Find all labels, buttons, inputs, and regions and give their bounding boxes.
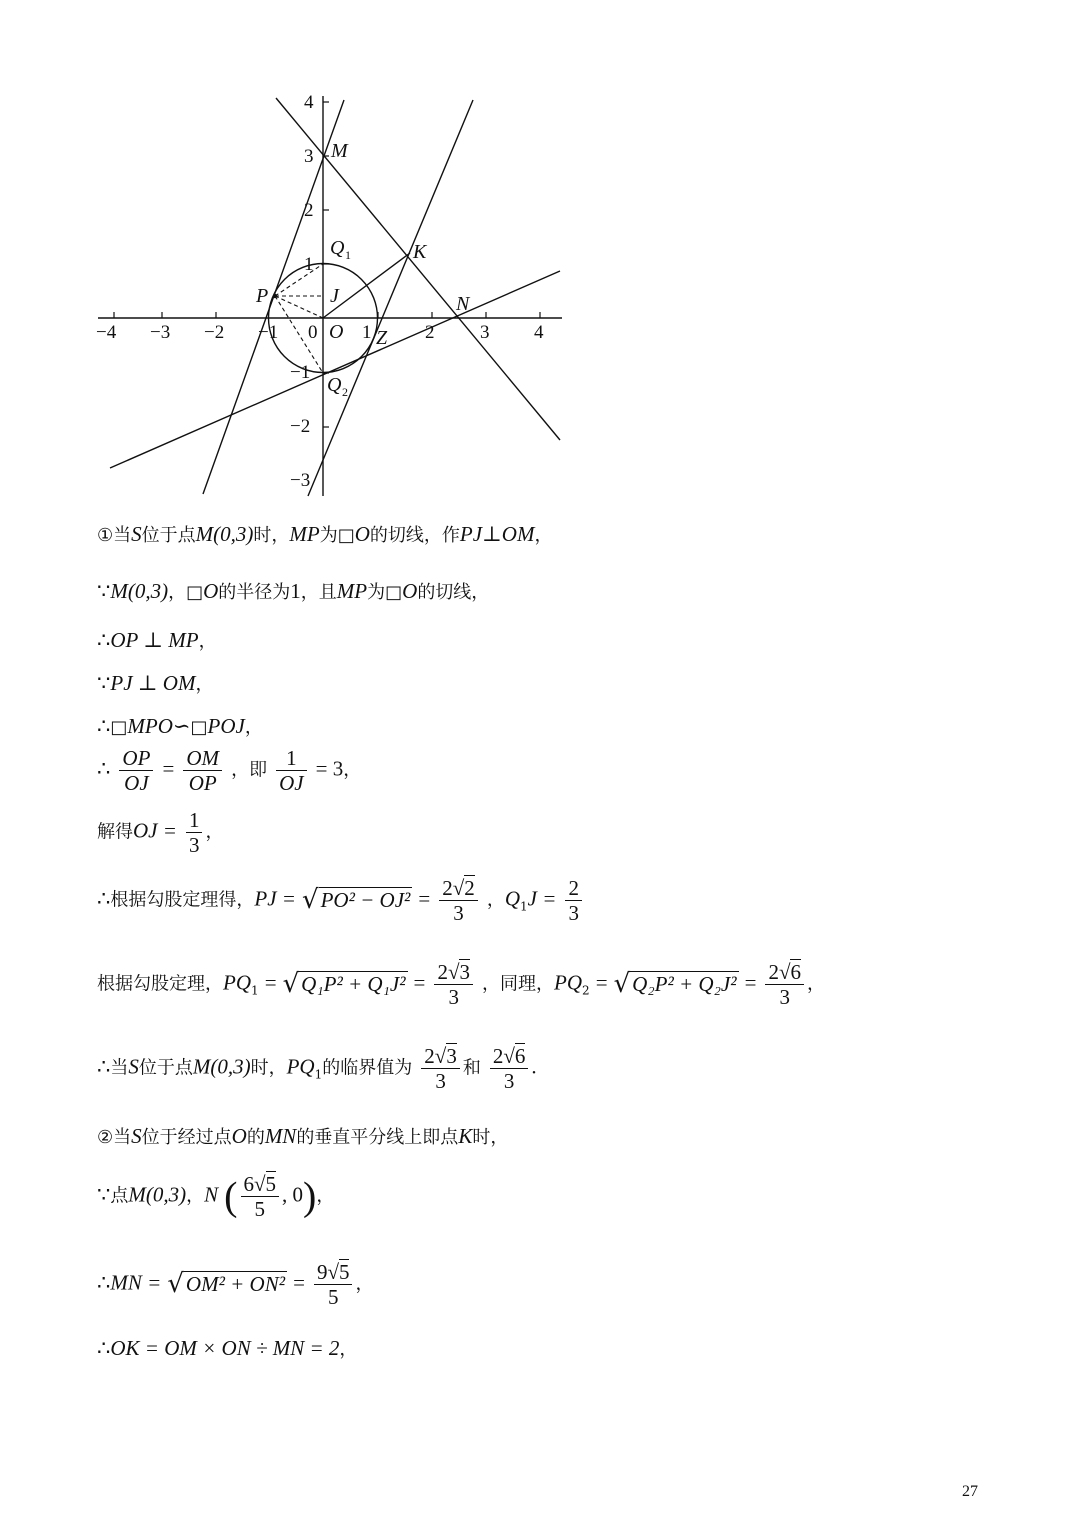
x-tick: 0 (308, 322, 318, 343)
point-label-Q2-sub: 2 (342, 385, 348, 399)
line-MN (276, 98, 560, 440)
solution-line-4: ∵PJ ⊥ OM， (97, 671, 214, 695)
x-tick: 2 (425, 322, 435, 343)
point-label-K: K (413, 241, 427, 263)
point-label-Q2: Q (327, 374, 342, 396)
solution-line-1: ①当S位于点M(0,3)时，MP为□O的切线，作PJ⊥OM， (97, 522, 553, 546)
solution-line-9: 根据勾股定理，$PQ_1 = √Q_1P^2 + Q_1J^2$ = $\frac{2√3}{3}$ ，同理，$PQ_2 = √Q_2P^2 + Q_2J^2$ = $\frac{2√6}{3}$ ， (97, 960, 825, 1010)
solution-line-13: ∴MN = √OM² + ON² = $\frac{9√5}{5}$ ， (97, 1260, 374, 1310)
point-label-N: N (456, 293, 470, 315)
solution-line-7: 解得OJ = $\frac{1}{3}$ ， (97, 808, 224, 858)
solution-line-12: ∵点M(0,3)，N ( $\frac{6√5}{5}$ , 0)， (97, 1172, 335, 1222)
y-tick: 2 (304, 200, 314, 221)
x-tick: −4 (96, 322, 117, 343)
point-label-P: P (256, 285, 269, 307)
x-tick: −3 (150, 322, 171, 343)
x-tick: 1 (362, 322, 372, 343)
solution-line-2: ∵M(0,3)，□O的半径为1，且MP为□O的切线， (97, 579, 490, 603)
dashed-PO (275, 296, 323, 318)
point-label-Q1-sub: 1 (345, 248, 351, 262)
x-tick: 3 (480, 322, 490, 343)
x-tick: 4 (534, 322, 544, 343)
solution-line-10: ∴当S位于点M(0,3)时，$PQ_1$的临界值为 $\frac{2√3}{3}$ 和 $\frac{2√6}{3}$ . (97, 1044, 537, 1094)
solution-line-14: ∴OK = OM × ON ÷ MN = 2， (97, 1336, 358, 1360)
geometry-figure (90, 88, 570, 508)
point-label-O: O (329, 321, 344, 343)
y-tick: 1 (304, 254, 314, 275)
y-tick: −1 (290, 362, 311, 383)
y-tick: −2 (290, 416, 311, 437)
y-tick: 3 (304, 146, 314, 167)
solution-line-5: ∴□MPO∽□POJ， (97, 714, 263, 738)
x-tick: −1 (258, 322, 279, 343)
point-label-Z: Z (376, 327, 388, 349)
solution-line-11: ②当S位于经过点O的MN的垂直平分线上即点K时， (97, 1124, 509, 1148)
point-label-M: M (331, 140, 348, 162)
point-label-J: J (330, 285, 339, 307)
solution-line-6: ∴ $\frac{OP}{OJ}$ = $\frac{OM}{OP}$ ，即 $\frac{1}{OJ}$ = 3， (97, 746, 362, 796)
page-number: 27 (962, 1483, 978, 1500)
solution-line-8: ∴根据勾股定理得，PJ = √PO² − OJ² = $\frac{2√2}{3}$ ，$Q_1J$ = $\frac{2}{3}$ (97, 876, 585, 925)
y-tick: 4 (304, 92, 314, 113)
solution-line-3: ∴OP ⊥ MP， (97, 628, 217, 652)
point-label-Q1: Q (330, 237, 345, 259)
y-tick: −3 (290, 470, 311, 491)
x-tick: −2 (204, 322, 225, 343)
